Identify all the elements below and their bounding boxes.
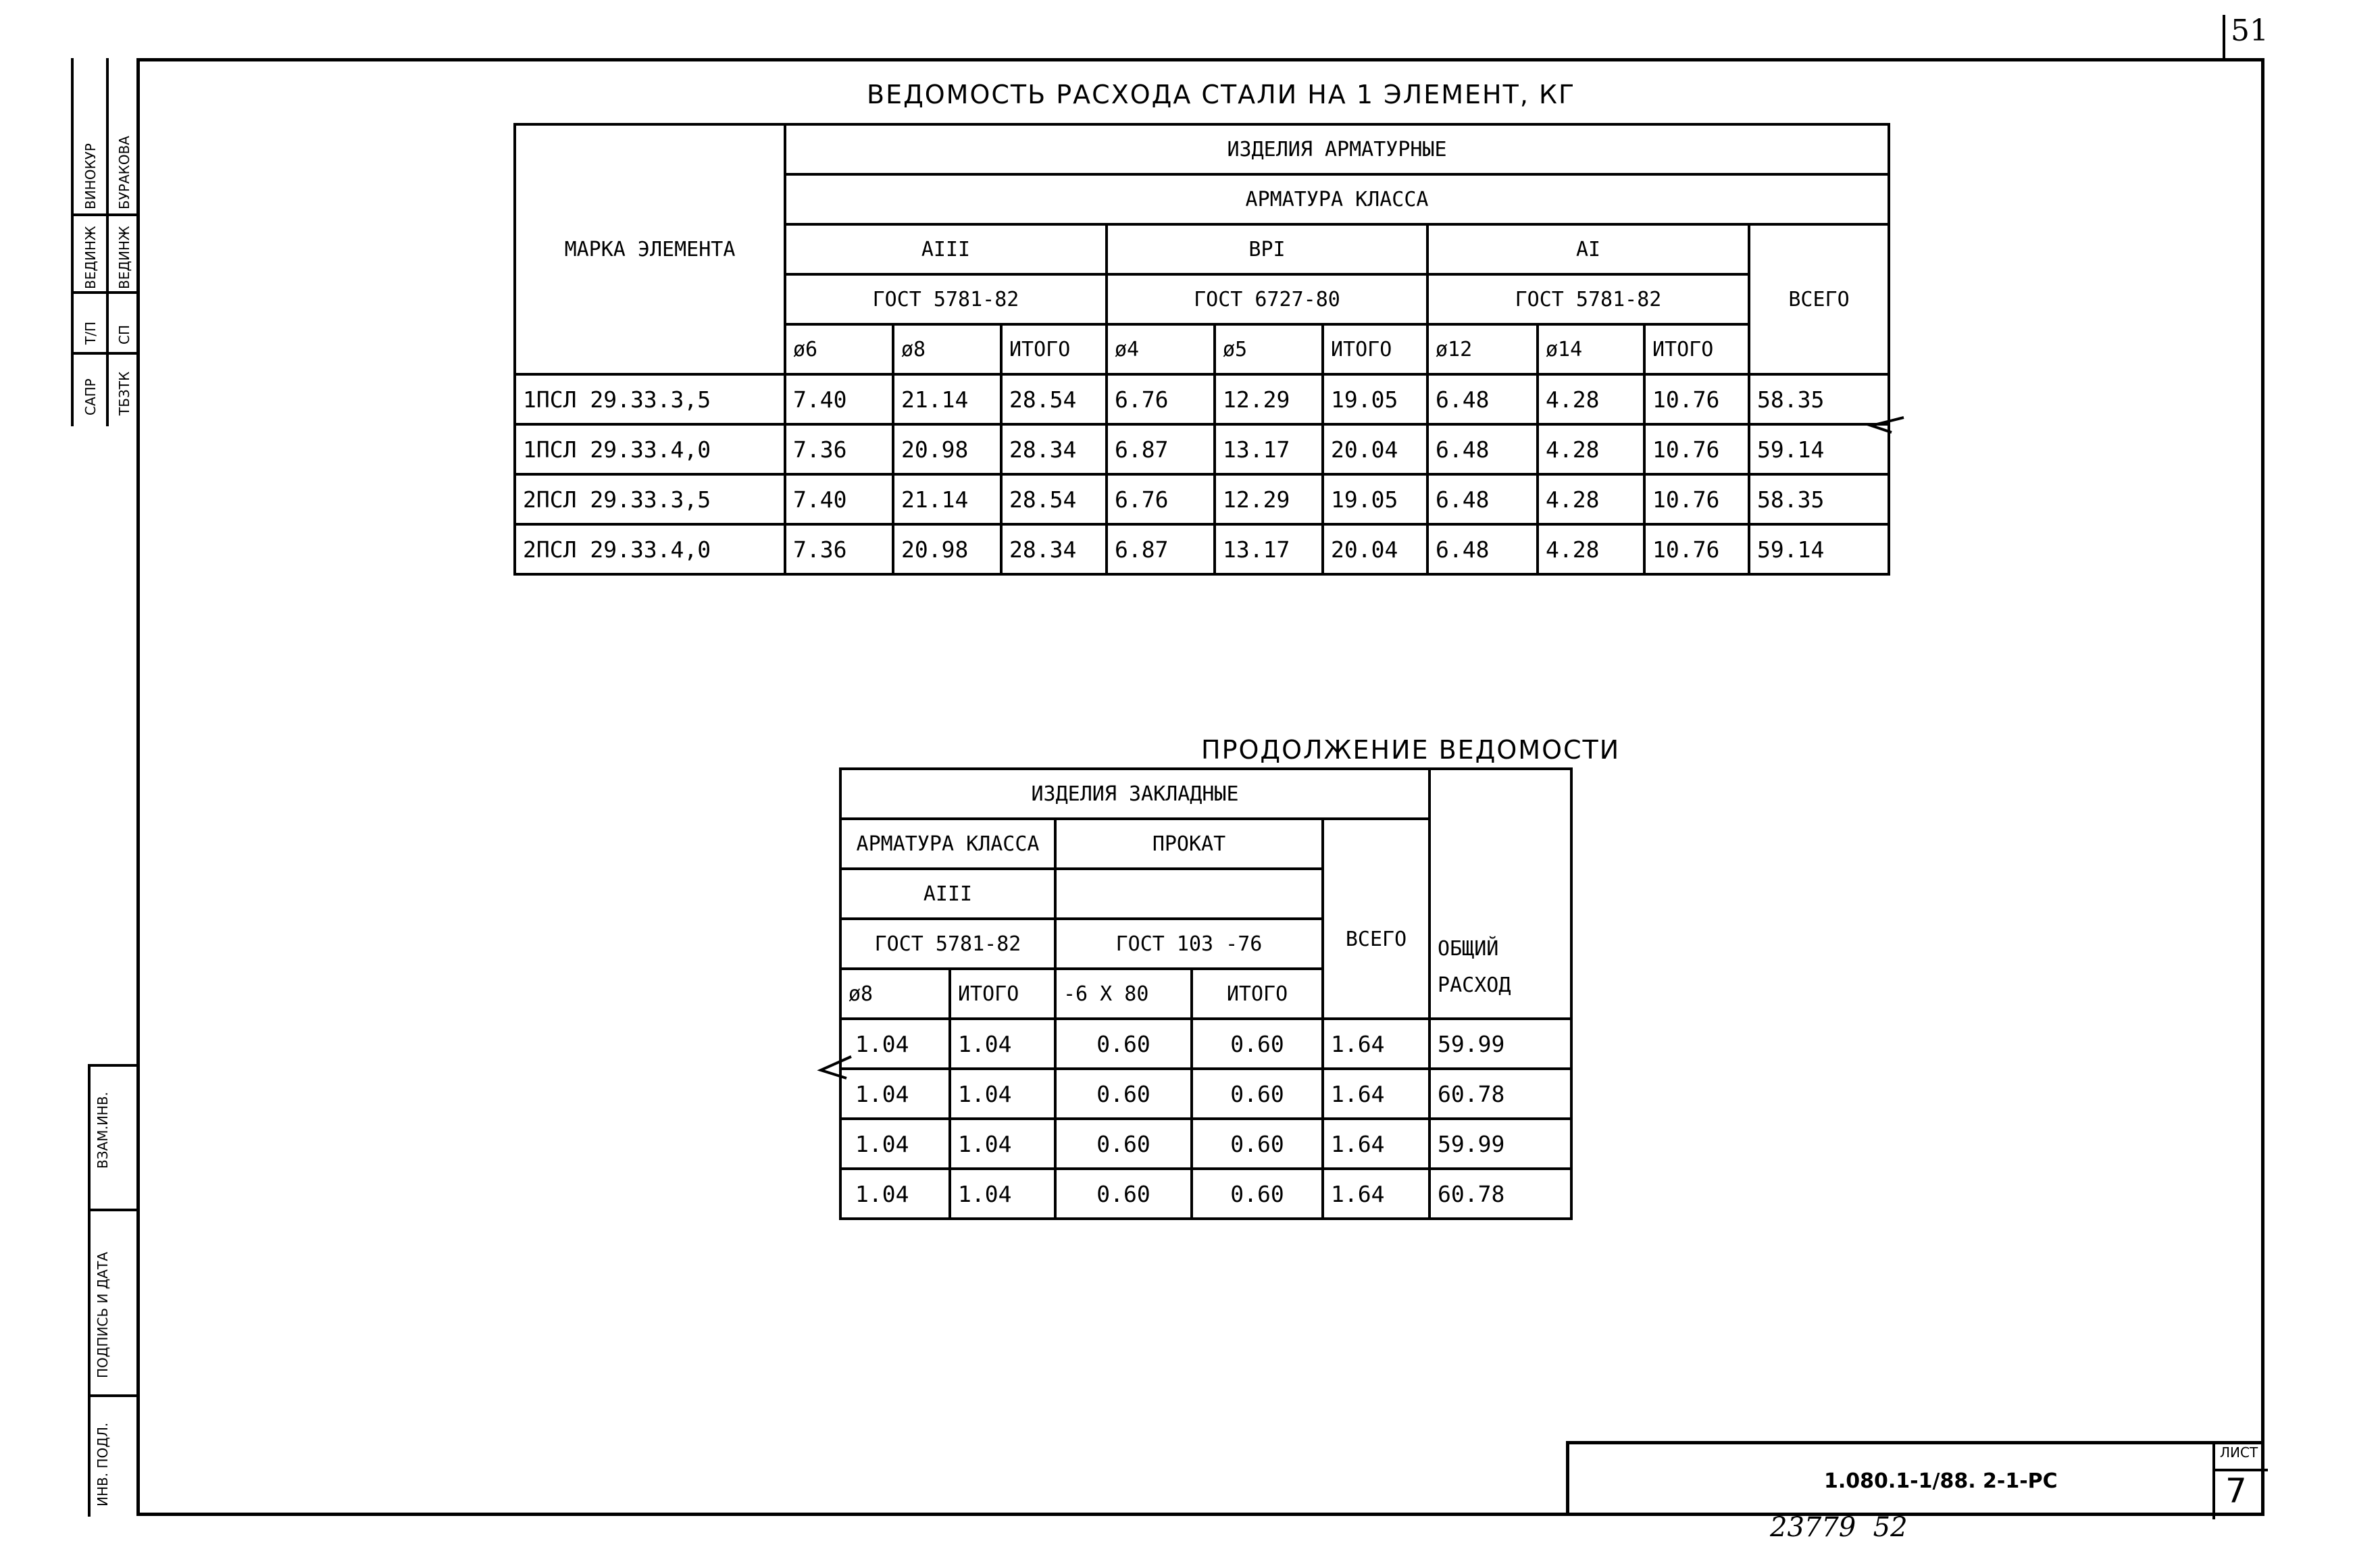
table-cell: 7.40 [785, 474, 893, 524]
column-header: ИТОГО [1644, 324, 1749, 374]
table-cell: 1.64 [1323, 1169, 1429, 1219]
table-cell: 0.60 [1055, 1019, 1192, 1069]
column-header: -6 X 80 [1055, 969, 1192, 1019]
table-cell: 13.17 [1215, 424, 1323, 474]
table-cell: 0.60 [1055, 1069, 1192, 1119]
table-cell: 28.34 [1001, 424, 1107, 474]
table-cell: 4.28 [1538, 524, 1644, 574]
table-cell: 20.98 [893, 424, 1001, 474]
table-cell: 10.76 [1644, 524, 1749, 574]
table-cell: 59.99 [1429, 1019, 1571, 1069]
table-cell: 1.04 [950, 1169, 1055, 1219]
page-number-divider [2223, 15, 2225, 58]
steel-consumption-table [513, 123, 1890, 576]
table-cell: 1.04 [840, 1069, 950, 1119]
table-cell: 60.78 [1429, 1069, 1571, 1119]
rebar-class-header: АРМАТУРА КЛАССА [785, 174, 1889, 224]
rolled-header: ПРОКАТ [1055, 819, 1323, 869]
table-cell: 59.14 [1749, 424, 1889, 474]
column-header: ИТОГО [950, 969, 1055, 1019]
stamp-label: ВЕДИНЖ [82, 226, 99, 289]
table-row [515, 424, 1889, 474]
class-header: BPI [1107, 224, 1427, 274]
document-code: 1.080.1-1/88. 2-1-РС [1824, 1469, 2058, 1493]
column-header: ИТОГО [1323, 324, 1427, 374]
table-cell: 6.87 [1107, 424, 1215, 474]
table-cell: 21.14 [893, 374, 1001, 424]
table-cell: 12.29 [1215, 474, 1323, 524]
stamp-label: ВЗАМ.ИНВ. [95, 1092, 111, 1169]
table-cell: 1.64 [1323, 1019, 1429, 1069]
table-cell: 6.48 [1427, 474, 1538, 524]
element-mark: 1ПСЛ 29.33.4,0 [515, 424, 785, 474]
gost-header: ГОСТ 5781-82 [1427, 274, 1749, 324]
table-cell: 1.64 [1323, 1069, 1429, 1119]
stamp-label: СП [116, 324, 132, 345]
table-cell: 6.76 [1107, 474, 1215, 524]
stamp-label: ВИНОКУР [82, 143, 99, 209]
products-header: ИЗДЕЛИЯ АРМАТУРНЫЕ [785, 124, 1889, 174]
overall-label: ОБЩИЙ [1438, 937, 1499, 961]
stamp-label: ВЕДИНЖ [116, 226, 132, 289]
table-cell: 60.78 [1429, 1169, 1571, 1219]
empty-cell [1055, 869, 1323, 919]
table-cell: 6.87 [1107, 524, 1215, 574]
table-cell: 10.76 [1644, 424, 1749, 474]
table-cell: 28.54 [1001, 474, 1107, 524]
gost-header: ГОСТ 5781-82 [840, 919, 1055, 969]
stamp-label: БУРАКОВА [116, 136, 132, 209]
table-row [840, 1119, 1571, 1169]
table-cell: 10.76 [1644, 374, 1749, 424]
table-cell: 10.76 [1644, 474, 1749, 524]
column-header: ø5 [1215, 324, 1323, 374]
table-cell: 58.35 [1749, 374, 1889, 424]
column-header: ИТОГО [1192, 969, 1323, 1019]
class-header: AIII [785, 224, 1107, 274]
check-mark-icon [814, 1054, 855, 1088]
table-row [840, 1069, 1571, 1119]
handwritten-number: 23779 52 [1770, 1512, 1908, 1543]
column-header: ø12 [1427, 324, 1538, 374]
table-cell: 59.99 [1429, 1119, 1571, 1169]
class-header: AI [1427, 224, 1749, 274]
sheet-number: 7 [2225, 1471, 2247, 1511]
table-cell: 7.36 [785, 524, 893, 574]
table-cell: 20.04 [1323, 524, 1427, 574]
total-header: ВСЕГО [1323, 819, 1429, 1019]
table-cell: 6.76 [1107, 374, 1215, 424]
stamp-label: САПР [82, 378, 99, 415]
class-header: AIII [840, 869, 1055, 919]
stamp-label: ИНВ. ПОДЛ. [95, 1422, 111, 1507]
table2-title: ПРОДОЛЖЕНИЕ ВЕДОМОСТИ [1201, 735, 1621, 765]
table-cell: 21.14 [893, 474, 1001, 524]
gost-header: ГОСТ 6727-80 [1107, 274, 1427, 324]
table-cell: 13.17 [1215, 524, 1323, 574]
table-cell: 19.05 [1323, 374, 1427, 424]
table-cell: 20.04 [1323, 424, 1427, 474]
table-cell: 58.35 [1749, 474, 1889, 524]
stamp-label: ТБЗТК [116, 371, 132, 415]
column-header: ø14 [1538, 324, 1644, 374]
sheet-label: ЛИСТ [2220, 1444, 2258, 1461]
products-header: ИЗДЕЛИЯ ЗАКЛАДНЫЕ [840, 769, 1429, 819]
table-cell: 0.60 [1192, 1119, 1323, 1169]
table-cell: 59.14 [1749, 524, 1889, 574]
table-cell: 0.60 [1055, 1169, 1192, 1219]
table-cell: 4.28 [1538, 374, 1644, 424]
table-cell: 6.48 [1427, 424, 1538, 474]
element-mark: 2ПСЛ 29.33.3,5 [515, 474, 785, 524]
table-cell: 19.05 [1323, 474, 1427, 524]
stamp-label: Т/П [82, 322, 99, 345]
table-cell: 0.60 [1192, 1069, 1323, 1119]
table-row [515, 474, 1889, 524]
table-cell: 28.54 [1001, 374, 1107, 424]
mark-header: МАРКА ЭЛЕМЕНТА [515, 124, 785, 374]
table-cell: 28.34 [1001, 524, 1107, 574]
table-cell: 1.04 [950, 1019, 1055, 1069]
element-mark: 1ПСЛ 29.33.3,5 [515, 374, 785, 424]
table-cell: 1.04 [950, 1119, 1055, 1169]
table-cell: 0.60 [1192, 1169, 1323, 1219]
table-cell: 1.04 [840, 1169, 950, 1219]
table-cell: 7.40 [785, 374, 893, 424]
table-cell: 4.28 [1538, 474, 1644, 524]
column-header: ø8 [893, 324, 1001, 374]
table-row [515, 374, 1889, 424]
element-mark: 2ПСЛ 29.33.4,0 [515, 524, 785, 574]
table-row [840, 1169, 1571, 1219]
table-cell: 12.29 [1215, 374, 1323, 424]
table-row [840, 1019, 1571, 1069]
table-cell: 4.28 [1538, 424, 1644, 474]
check-mark-icon [1858, 412, 1905, 439]
stamp-label: ПОДПИСЬ И ДАТА [95, 1252, 111, 1378]
rebar-class-header: АРМАТУРА КЛАССА [840, 819, 1055, 869]
table-cell: 6.48 [1427, 524, 1538, 574]
table1-title: ВЕДОМОСТЬ РАСХОДА СТАЛИ НА 1 ЭЛЕМЕНТ, КГ [867, 80, 1576, 109]
table-cell: 20.98 [893, 524, 1001, 574]
gost-header: ГОСТ 5781-82 [785, 274, 1107, 324]
column-header: ø6 [785, 324, 893, 374]
table-cell: 1.04 [840, 1019, 950, 1069]
table-cell: 1.64 [1323, 1119, 1429, 1169]
column-header: ИТОГО [1001, 324, 1107, 374]
column-header: ø8 [840, 969, 950, 1019]
overall-label: РАСХОД [1438, 973, 1511, 997]
table-cell: 0.60 [1192, 1019, 1323, 1069]
column-header: ø4 [1107, 324, 1215, 374]
table-row [515, 524, 1889, 574]
table-cell: 7.36 [785, 424, 893, 474]
gost-header: ГОСТ 103 -76 [1055, 919, 1323, 969]
page-number: 51 [2231, 14, 2269, 48]
table-cell: 1.04 [840, 1119, 950, 1169]
table-cell: 1.04 [950, 1069, 1055, 1119]
table-cell: 6.48 [1427, 374, 1538, 424]
embedded-items-table [839, 767, 1573, 1220]
table-cell: 0.60 [1055, 1119, 1192, 1169]
total-header: ВСЕГО [1749, 224, 1889, 374]
overall-header [1429, 769, 1571, 1019]
